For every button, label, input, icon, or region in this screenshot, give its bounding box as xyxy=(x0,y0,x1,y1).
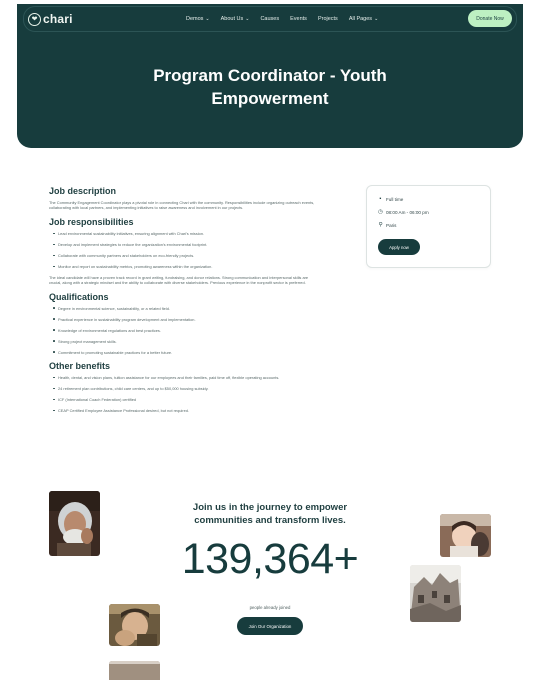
list-item: Degree in environmental science, sustainability, or a related field. xyxy=(53,306,319,311)
page-title: Program Coordinator - Youth Empowerment xyxy=(153,66,387,108)
responsibilities-heading: Job responsibilities xyxy=(49,216,134,227)
description-text: The Community Engagement Coordinator plays a pivotal role in connecting Chari with the community. Responsibilities include organizing outreach events, collaborating with local partners, and implementing initiatives to raise awareness and involvement in our projects. xyxy=(49,200,315,211)
list-item: 24 retirement plan contributions, child care centers, and up to $50,000 housing subsidy. xyxy=(53,386,319,391)
description-heading: Job description xyxy=(49,186,117,196)
qualifications-list xyxy=(53,306,319,355)
apply-now-button[interactable]: Apply now xyxy=(378,239,420,255)
benefits-list xyxy=(53,375,319,413)
hero-banner xyxy=(17,4,523,148)
heart-icon: ❤ xyxy=(28,13,41,26)
old-man-photo xyxy=(49,491,100,556)
list-item: Lead environmental sustainability initiatives, ensuring alignment with Chari's mission. xyxy=(53,231,319,236)
list-item: Develop and implement strategies to reduce the organization's environmental footprint. xyxy=(53,242,319,247)
logo[interactable] xyxy=(28,12,73,26)
join-organization-button[interactable]: Join Our Organization xyxy=(237,617,303,635)
chevron-down-icon: ⌄ xyxy=(374,16,379,22)
list-item: Knowledge of environmental regulations and best practices. xyxy=(53,328,319,333)
joined-caption: people already joined xyxy=(249,605,291,610)
list-item: Health, dental, and vision plans, tuition assistance for our employees and their families, paid time off, flexible operating accounts. xyxy=(53,375,319,380)
list-item: Collaborate with community partners and stakeholders on eco-friendly projects. xyxy=(53,253,319,258)
nav-item-events[interactable]: Events xyxy=(290,16,307,22)
benefits-heading: Other benefits xyxy=(49,361,111,372)
nav-item-demos[interactable]: Demos ⌄ xyxy=(186,16,210,22)
clock-icon: ◷ xyxy=(378,209,383,215)
list-item: Practical experience in sustainability program development and implementation. xyxy=(53,317,319,322)
list-item: CEAP Certified Employee Assistance Professional desired, but not required. xyxy=(53,408,319,413)
nav-item-about-us[interactable]: About Us ⌄ xyxy=(220,16,250,22)
cta-heading: Join us in the journey to empower communities and transform lives. xyxy=(192,502,348,526)
partial-photo xyxy=(109,661,160,680)
qualifications-heading: Qualifications xyxy=(49,291,109,302)
top-navigation xyxy=(23,6,517,32)
job-summary-card xyxy=(366,185,491,268)
responsibilities-list xyxy=(53,231,319,269)
list-item: Monitor and report on sustainability metrics, promoting awareness within the organization. xyxy=(53,264,319,269)
child-photo xyxy=(440,514,491,557)
nav-item-all-pages[interactable]: All Pages ⌄ xyxy=(348,16,379,22)
nav-item-causes[interactable]: Causes xyxy=(260,16,280,22)
list-item: Strong project management skills. xyxy=(53,339,319,344)
chevron-down-icon: ⌄ xyxy=(205,16,210,22)
briefcase-icon: ▪ xyxy=(379,196,382,202)
list-item: ICF (International Coach Federation) certified xyxy=(53,397,319,402)
donate-now-button[interactable]: Donate Now xyxy=(468,10,512,27)
location-pin-icon: ⚲ xyxy=(378,222,383,228)
main-menu xyxy=(186,16,378,22)
job-hours-row: ◷ 08:00 Am - 06:00 pm xyxy=(378,209,429,215)
logo-text: chari xyxy=(43,12,73,26)
joined-count: 139,364+ xyxy=(181,535,359,583)
job-location-row: ⚲ Paris xyxy=(378,222,397,228)
ideal-candidate-text: The ideal candidate will have a proven track record in grant writing, fundraising, and donor relations. Strong communication and interpersonal skills are crucial, along with a strategic mindset and the ability to collaborate with diverse stakeholders. Previous experience in the nonprofit sector is preferred. xyxy=(49,274,309,286)
girl-photo xyxy=(109,604,160,646)
job-details xyxy=(49,186,319,419)
chevron-down-icon: ⌄ xyxy=(245,16,250,22)
list-item: Commitment to promoting sustainable practices for a better future. xyxy=(53,350,319,355)
ruins-photo xyxy=(410,565,461,622)
job-type-row: ▪ Full time xyxy=(379,196,404,202)
nav-item-projects[interactable]: Projects xyxy=(317,16,338,22)
